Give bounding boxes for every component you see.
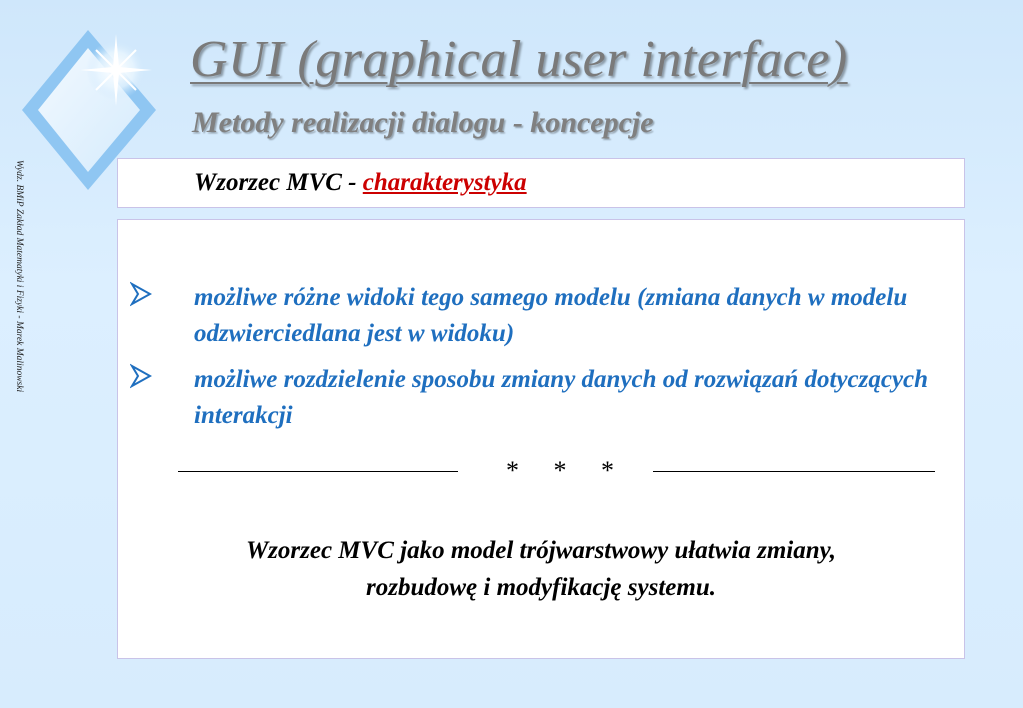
arrowhead-bullet-icon <box>130 280 152 308</box>
bullet-text: możliwe rozdzielenie sposobu zmiany danych od rozwiązań dotyczących interakcji <box>194 366 929 429</box>
section-header-prefix: Wzorzec MVC - <box>194 169 363 196</box>
separator-stars: * * * <box>506 456 628 485</box>
slide-subtitle: Metody realizacji dialogu - koncepcje <box>192 106 654 139</box>
separator-line-left <box>178 471 458 472</box>
charakterystyka-link[interactable]: charakterystyka <box>362 169 527 196</box>
content-box <box>117 219 965 659</box>
author-side-note: Wydz. BMiP Zakład Matematyki i Fizyki - Marek Malinowski <box>14 160 24 393</box>
summary-text <box>138 532 944 606</box>
section-header <box>194 169 527 197</box>
section-header-box <box>117 158 965 208</box>
summary-line-1: Wzorzec MVC jako model trójwarstwowy ułatwia zmiany, <box>245 537 837 564</box>
slide-title: GUI (graphical user interface) <box>190 31 848 88</box>
bullet-text: możliwe różne widoki tego samego modelu (zmiana danych w modelu odzwierciedlana jest w widoku) <box>194 284 908 347</box>
separator-line-right <box>653 471 935 472</box>
summary-line-2: rozbudowę i modyfikację systemu. <box>366 574 716 601</box>
arrowhead-bullet-icon <box>130 362 152 390</box>
